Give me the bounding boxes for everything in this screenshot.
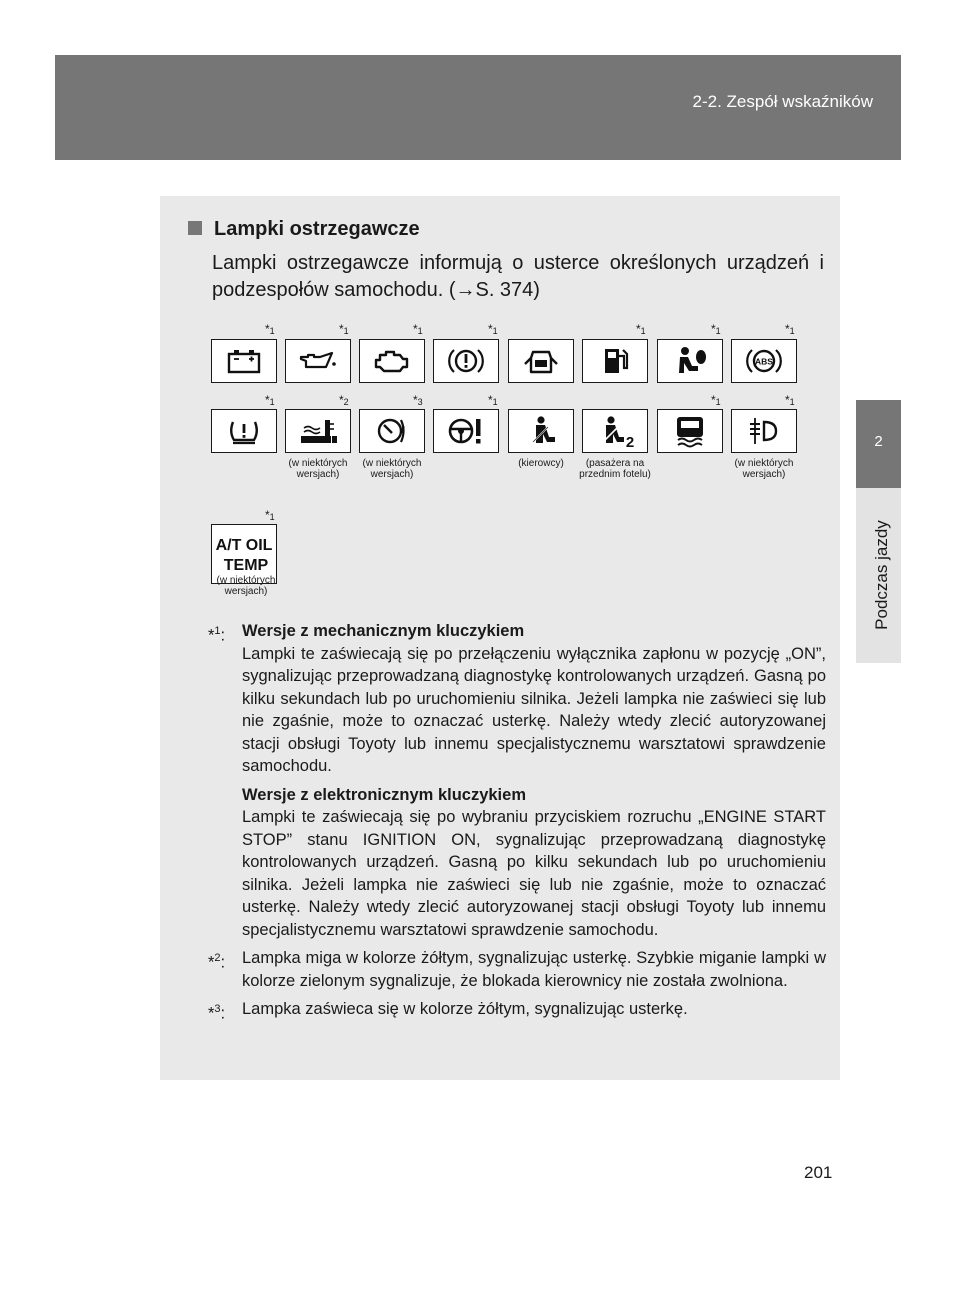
lamp-caption: (kierowcy) bbox=[518, 458, 564, 469]
footnote-1-heading: Wersje z mechanicznym kluczykiem bbox=[242, 622, 525, 640]
footnote-1 bbox=[208, 620, 826, 941]
footnote-1-body-2: Lampki te zaświecają się po wybraniu przyciskiem rozruchu „ENGINE START STOP” stanu IGNITION ON, sygnalizując przeprowadzaną diagnostykę kontrolowanych urządzeń. Gasną po kilku sekundach lub po uruchomieniu silnika. Jeżeli lampka nie zaświeci się lub nie zgaśnie, może to oznaczać usterkę. Należy wtedy zlecić autoryzowanej stacji obsługi Toyoty lub innemu specjalistycznemu warsztatowi sprawdzenie samochodu. bbox=[242, 808, 826, 939]
svg-text:TEMP: TEMP bbox=[223, 557, 269, 574]
footnote-mark: $*_1$ bbox=[488, 393, 498, 407]
lamp-caption: (w niektórych wersjach) bbox=[734, 458, 794, 480]
oil-pressure-warning-icon bbox=[285, 339, 351, 383]
brake-system-warning-icon bbox=[433, 339, 499, 383]
coolant-temperature-icon bbox=[285, 409, 351, 453]
chapter-tab bbox=[856, 400, 901, 488]
power-steering-warning-icon bbox=[359, 409, 425, 453]
footnote-mark: $*_1$ bbox=[265, 508, 275, 522]
footnote-1-heading-2: Wersje z elektronicznym kluczykiem bbox=[242, 785, 526, 804]
footnote-mark: $*_1$ bbox=[636, 322, 646, 336]
page-header bbox=[55, 55, 901, 160]
footnotes bbox=[208, 620, 826, 1027]
footnote-3-mark: *$^3$: bbox=[208, 1003, 226, 1023]
header-section-title: 2-2. Zespół wskaźników bbox=[692, 92, 873, 111]
passenger-seatbelt-reminder-icon bbox=[582, 409, 648, 453]
page-number: 201 bbox=[804, 1163, 833, 1182]
lamp-caption: (w niektórych wersjach) bbox=[362, 458, 422, 480]
chapter-label-tab bbox=[856, 488, 901, 663]
light-failure-warning-icon bbox=[731, 409, 797, 453]
chapter-number: 2 bbox=[874, 433, 883, 450]
footnote-mark: $*_1$ bbox=[785, 322, 795, 336]
footnote-mark: $*_2$ bbox=[339, 393, 349, 407]
content-box bbox=[160, 196, 840, 1080]
footnote-mark: $*_1$ bbox=[711, 322, 721, 336]
footnote-1-mark: *$^1$: bbox=[208, 625, 226, 645]
section-title: Lampki ostrzegawcze bbox=[188, 218, 420, 241]
svg-text:A/T OIL: A/T OIL bbox=[215, 537, 273, 554]
low-fuel-warning-icon bbox=[582, 339, 648, 383]
footnote-mark: $*_1$ bbox=[711, 393, 721, 407]
footnote-mark: $*_1$ bbox=[488, 322, 498, 336]
lamp-caption: (pasażera na przednim fotelu) bbox=[579, 458, 651, 480]
footnote-2-mark: *$^2$: bbox=[208, 952, 226, 972]
footnote-mark: $*_1$ bbox=[265, 393, 275, 407]
footnote-3-body: Lampka zaświeca się w kolorze żółtym, sygnalizując usterkę. bbox=[242, 1000, 688, 1018]
footnote-1-body: Lampki te zaświecają się po przełączeniu wyłącznika zapłonu w pozycję „ON”, sygnalizując przeprowadzaną diagnostykę kontrolowanych urządzeń. Gasną po kilku sekundach lub po uruchomieniu silnika. Jeżeli lampka nie zaświeci się lub nie zgaśnie, może to oznaczać usterkę. Należy wtedy zlecić autoryzowanej stacji obsługi Toyoty lub innemu specjalistycznemu warsztatowi sprawdzenie samochodu. bbox=[242, 644, 826, 775]
chapter-label: Podczas jazdy bbox=[872, 520, 891, 630]
tire-pressure-warning-icon bbox=[211, 409, 277, 453]
lamp-caption: (w niektórych wersjach) bbox=[216, 575, 276, 597]
driver-seatbelt-reminder-icon bbox=[508, 409, 574, 453]
square-bullet-icon bbox=[188, 221, 202, 235]
svg-text:2: 2 bbox=[625, 434, 635, 451]
srs-airbag-warning-icon bbox=[657, 339, 723, 383]
footnote-2 bbox=[208, 947, 826, 992]
footnote-mark: $*_3$ bbox=[413, 393, 423, 407]
footnote-3 bbox=[208, 998, 826, 1021]
lamp-caption: (w niektórych wersjach) bbox=[288, 458, 348, 480]
footnote-mark: $*_1$ bbox=[339, 322, 349, 336]
section-intro: Lampki ostrzegawcze informują o usterce określonych urządzeń i podzespołów samochodu. (→S. 374) bbox=[212, 252, 824, 301]
footnote-2-body: Lampka miga w kolorze żółtym, sygnalizując usterkę. Szybkie miganie lampki w kolorze zielonym sygnalizuje, że blokada kierownicy nie została zwolniona. bbox=[242, 949, 826, 990]
svg-text:ABS: ABS bbox=[755, 356, 773, 367]
footnote-mark: $*_1$ bbox=[265, 322, 275, 336]
door-open-warning-icon bbox=[508, 339, 574, 383]
footnote-mark: $*_1$ bbox=[785, 393, 795, 407]
battery-warning-icon bbox=[211, 339, 277, 383]
steering-lock-warning-icon bbox=[433, 409, 499, 453]
footnote-mark: $*_1$ bbox=[413, 322, 423, 336]
abs-warning-icon bbox=[731, 339, 797, 383]
check-engine-icon bbox=[359, 339, 425, 383]
slip-indicator-icon bbox=[657, 409, 723, 453]
